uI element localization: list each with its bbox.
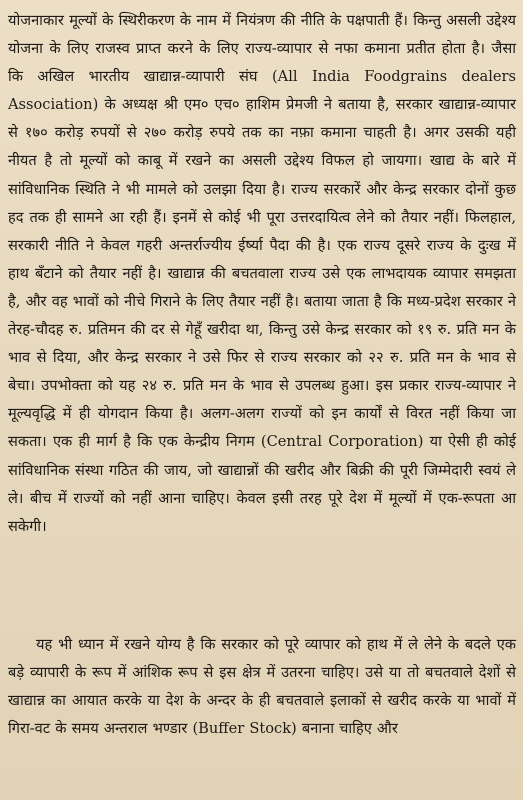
- paragraph: यह भी ध्यान में रखने योग्य है कि सरकार को पूरे व्यापार को हाथ में ले लेने के बदले एक बड़े व्यापारी के रूप में आंशिक रूप से इस क्षेत्र में उतरना चाहिए। उसे या तो बचतवाले देशों से खाद्यान्न का आयात करके या देश के अन्दर के ही बचतवाले इलाकों से खरीद करके या भावों में गिरा-वट के समय अन्तराल भण्डार (Buffer Stock) बनाना चाहिए और: [8, 636, 516, 738]
- paragraph: योजनाकार मूल्यों के स्थिरीकरण के नाम में नियंत्रण की नीति के पक्षपाती हैं। किन्तु असली उद्देश्य योजना के लिए राजस्व प्राप्त करने के लिए राज्य-व्यापार से नफा कमाना प्रतीत होता है। जैसा कि अखिल भारतीय खाद्यान्न-व्यापारी संघ (All India Foodgrains dealers Association) के अध्यक्ष श्री एम० एच० हाशिम प्रेमजी ने बताया है, सरकार खाद्यान्न-व्यापार से १७० करोड़ रुपयों से २७० करोड़ रुपये तक का नफ़ा कमाना चाहती है। अगर उसकी यही नीयत है तो मूल्यों को काबू में रखने का असली उद्देश्य विफल हो जायगा। खाद्य के बारे में सांविधानिक स्थिति ने भी मामले को उलझा दिया है। राज्य सरकारें और केन्द्र सरकार दोनों कुछ हद तक ही सामने आ रही हैं। इनमें से कोई भी पूरा उत्तरदायित्व लेने को तैयार नहीं। फिलहाल, सरकारी नीति ने केवल गहरी अन्तर्राज्यीय ईर्ष्या पैदा की है। एक राज्य दूसरे राज्य के दुःख में हाथ बँटाने को तैयार नहीं है। खाद्यान्न की बचतवाला राज्य उसे एक लाभदायक व्यापार समझता है, और वह भावों को नीचे गिराने के लिए तैयार नहीं है। बताया जाता है कि मध्य-प्रदेश सरकार ने तेरह-चौदह रु. प्रतिमन की दर से गेहूँ खरीदा था, किन्तु उसे केन्द्र सरकार को १९ रु. प्रति मन के भाव से दिया, और केन्द्र सरकार ने उसे फिर से राज्य सरकार को २२ रु. प्रति मन के भाव से बेचा। उपभोक्ता को यह २४ रु. प्रति मन के भाव से उपलब्ध हुआ। इस प्रकार राज्य-व्यापार ने मूल्यवृद्धि में ही योगदान किया है। अलग-अलग राज्यों को इन कार्यों से विरत नहीं किया जा सकता। एक ही मार्ग है कि एक केन्द्रीय निगम (Central Corporation) या ऐसी ही कोई सांविधानिक संस्था गठित की जाय, जो खाद्यान्नों की खरीद और बिक्री की पूरी जिम्मेदारी स्वयं ले ले। बीच में राज्यों को नहीं आना चाहिए। केवल इसी तरह पूरे देश में मूल्यों में एक-रूपता आ सकेगी।: [8, 12, 516, 535]
